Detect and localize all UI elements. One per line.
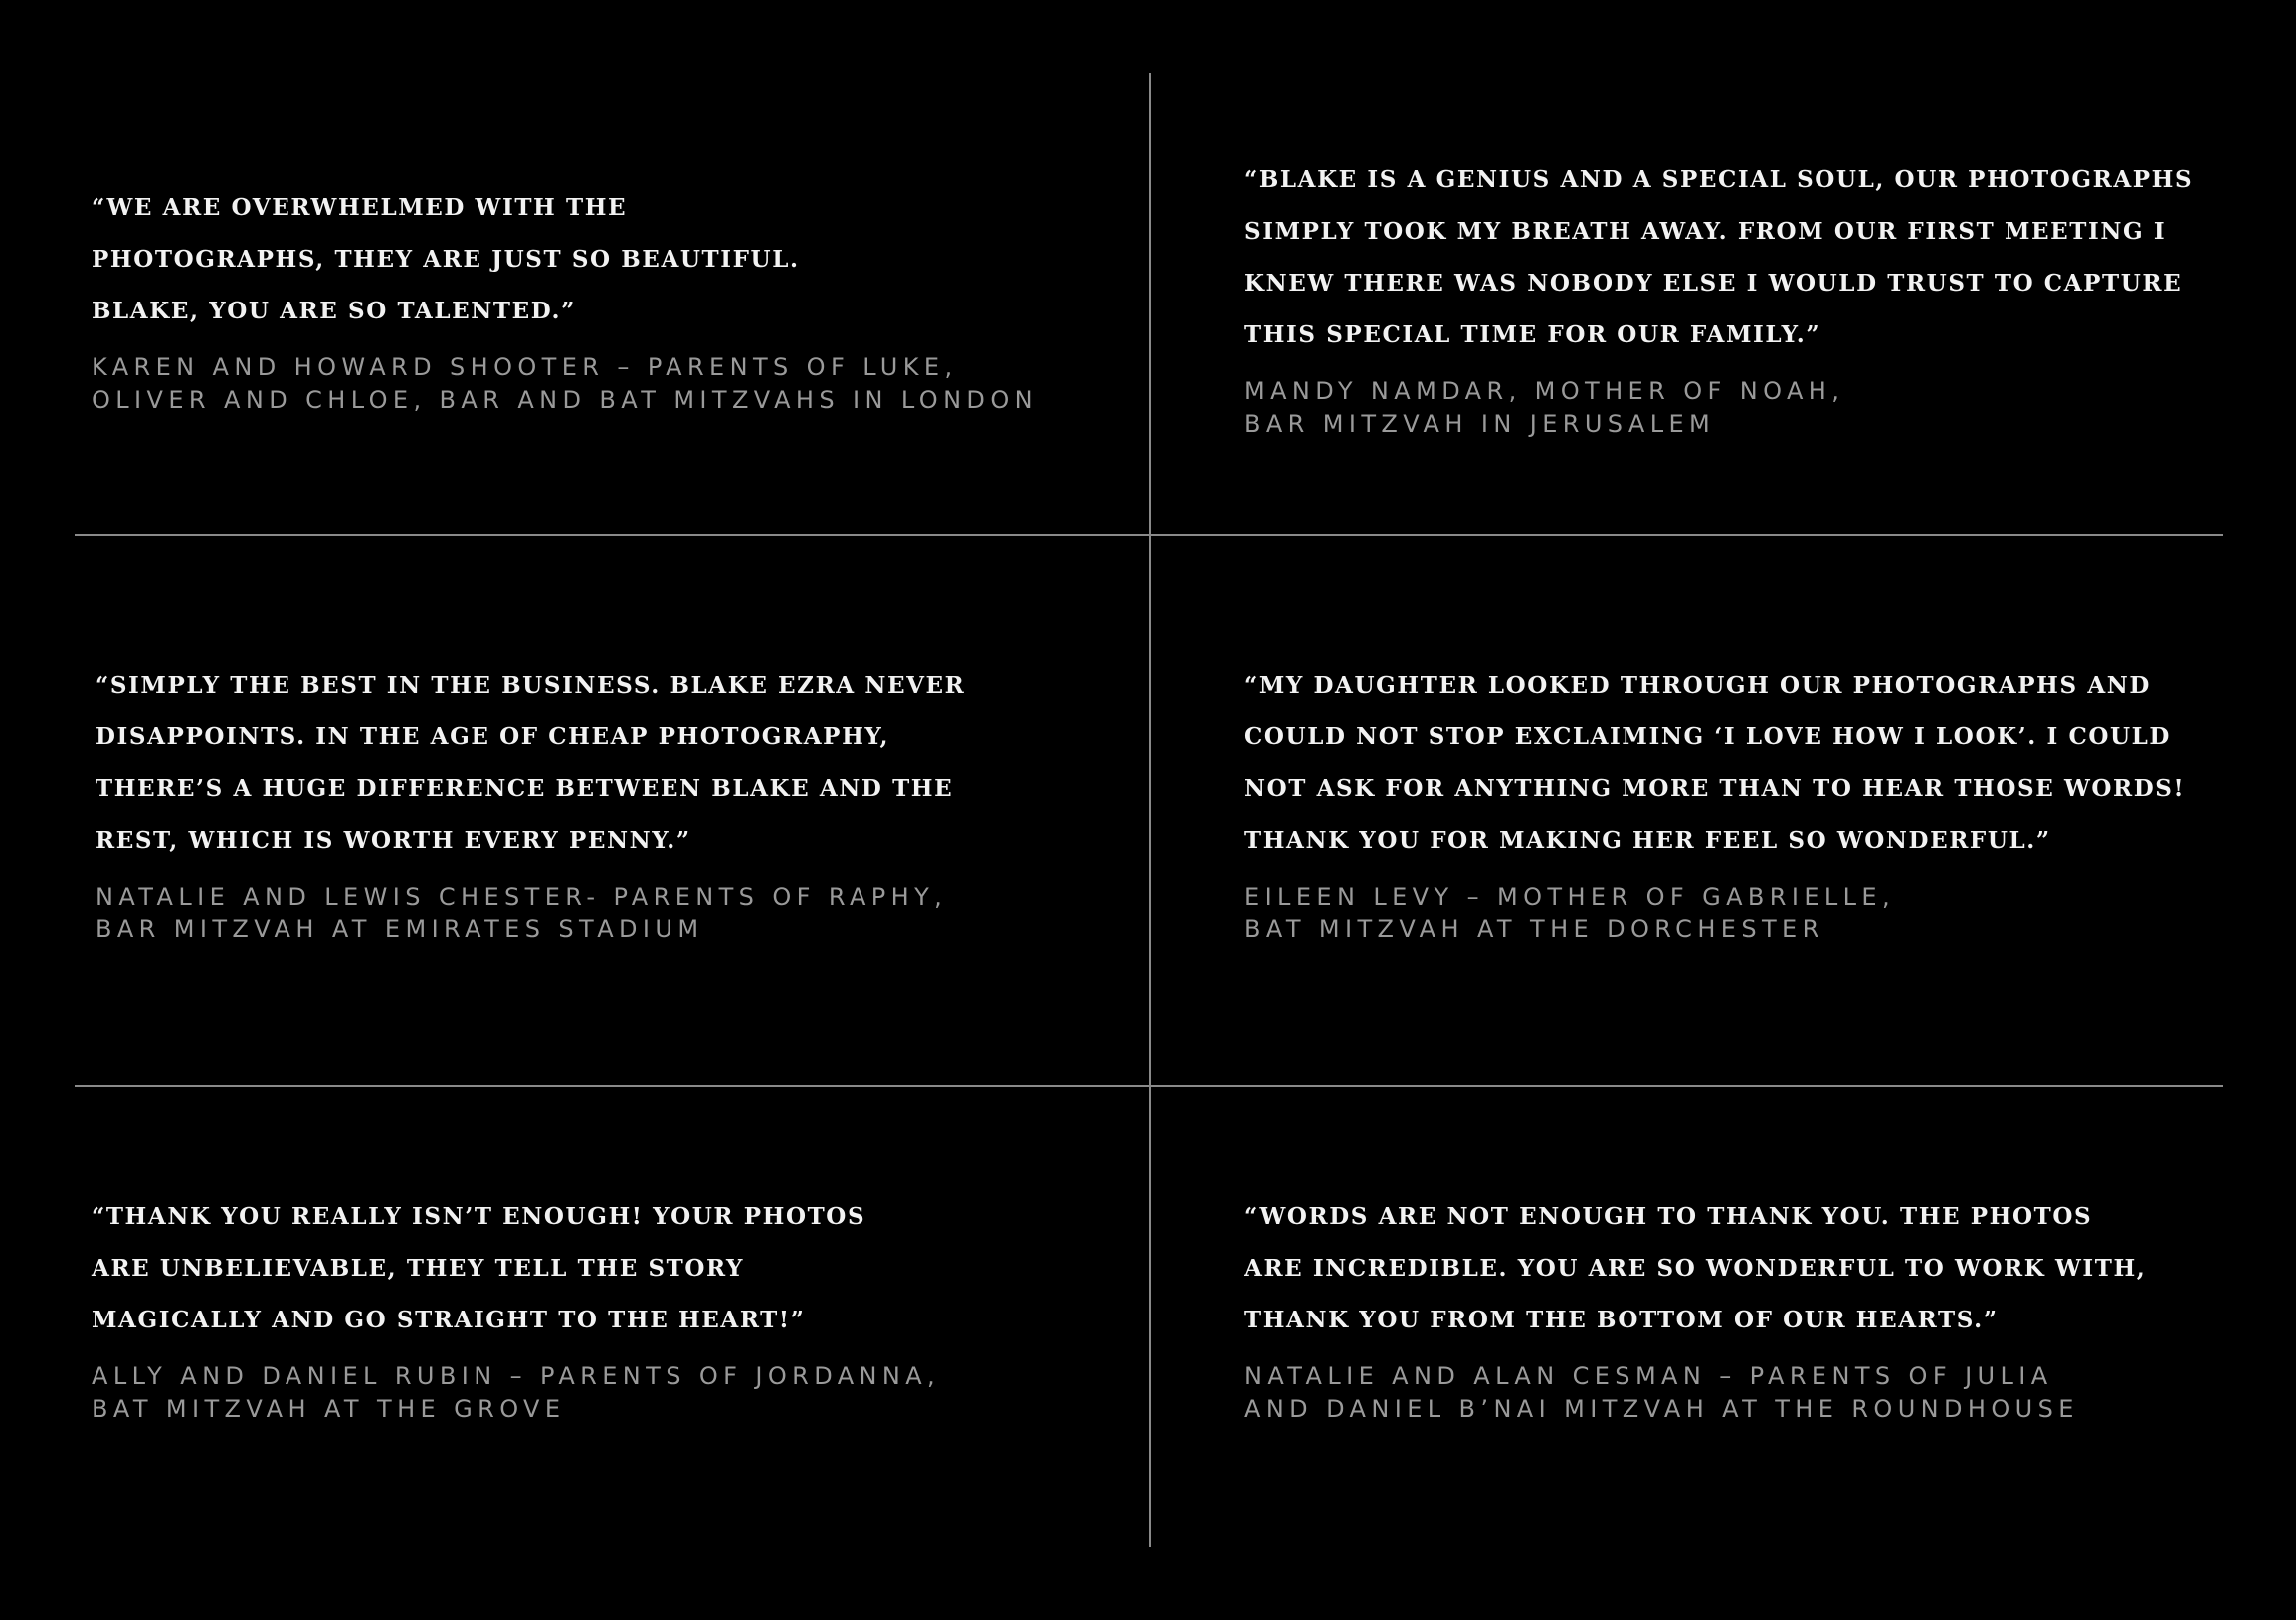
- testimonial-credit: KAREN AND HOWARD SHOOTER – PARENTS OF LUKE, OLIVER AND CHLOE, BAR AND BAT MITZVAHS IN LONDON: [92, 353, 1038, 414]
- testimonial-card: [96, 660, 1070, 946]
- testimonial-credit: ALLY AND DANIEL RUBIN – PARENTS OF JORDANNA, BAT MITZVAH AT THE GROVE: [92, 1362, 941, 1423]
- testimonial-card: [92, 182, 1066, 417]
- vertical-divider: [1149, 73, 1151, 1547]
- testimonial-credit: MANDY NAMDAR, MOTHER OF NOAH, BAR MITZVAH IN JERUSALEM: [1244, 377, 1845, 438]
- testimonial-quote: “MY DAUGHTER LOOKED THROUGH OUR PHOTOGRAPHS AND COULD NOT STOP EXCLAIMING ‘I LOVE HOW I LOOK’. I COULD NOT ASK FOR ANYTHING MORE THAN TO HEAR THOSE WORDS! THANK YOU FOR MAKING HER FEEL SO WONDERFUL.”: [1244, 672, 2186, 854]
- horizontal-divider-top: [75, 534, 2223, 536]
- testimonial-card: [1244, 660, 2219, 946]
- testimonial-credit: EILEEN LEVY – MOTHER OF GABRIELLE, BAT MITZVAH AT THE DORCHESTER: [1244, 883, 1896, 943]
- testimonial-card: [92, 1191, 1066, 1426]
- testimonial-quote: “SIMPLY THE BEST IN THE BUSINESS. BLAKE EZRA NEVER DISAPPOINTS. IN THE AGE OF CHEAP PHOTOGRAPHY, THERE’S A HUGE DIFFERENCE BETWEEN BLAKE AND THE REST, WHICH IS WORTH EVERY PENNY.”: [96, 672, 966, 854]
- testimonial-quote: “BLAKE IS A GENIUS AND A SPECIAL SOUL, OUR PHOTOGRAPHS SIMPLY TOOK MY BREATH AWAY. FROM OUR FIRST MEETING I KNEW THERE WAS NOBODY ELSE I WOULD TRUST TO CAPTURE THIS SPECIAL TIME FOR OUR FAMILY.”: [1244, 166, 2194, 348]
- testimonial-quote: “THANK YOU REALLY ISN’T ENOUGH! YOUR PHOTOS ARE UNBELIEVABLE, THEY TELL THE STORY MAGICALLY AND GO STRAIGHT TO THE HEART!”: [92, 1203, 866, 1333]
- horizontal-divider-bottom: [75, 1085, 2223, 1087]
- testimonial-quote: “WORDS ARE NOT ENOUGH TO THANK YOU. THE PHOTOS ARE INCREDIBLE. YOU ARE SO WONDERFUL TO WORK WITH, THANK YOU FROM THE BOTTOM OF OUR HEARTS.”: [1244, 1203, 2147, 1333]
- testimonial-card: [1244, 154, 2219, 441]
- testimonial-card: [1244, 1191, 2219, 1426]
- testimonial-quote: “WE ARE OVERWHELMED WITH THE PHOTOGRAPHS, THEY ARE JUST SO BEAUTIFUL. BLAKE, YOU ARE SO TALENTED.”: [92, 194, 800, 324]
- testimonial-credit: NATALIE AND LEWIS CHESTER- PARENTS OF RAPHY, BAR MITZVAH AT EMIRATES STADIUM: [96, 883, 948, 943]
- testimonial-credit: NATALIE AND ALAN CESMAN – PARENTS OF JULIA AND DANIEL B’NAI MITZVAH AT THE ROUNDHOUSE: [1244, 1362, 2079, 1423]
